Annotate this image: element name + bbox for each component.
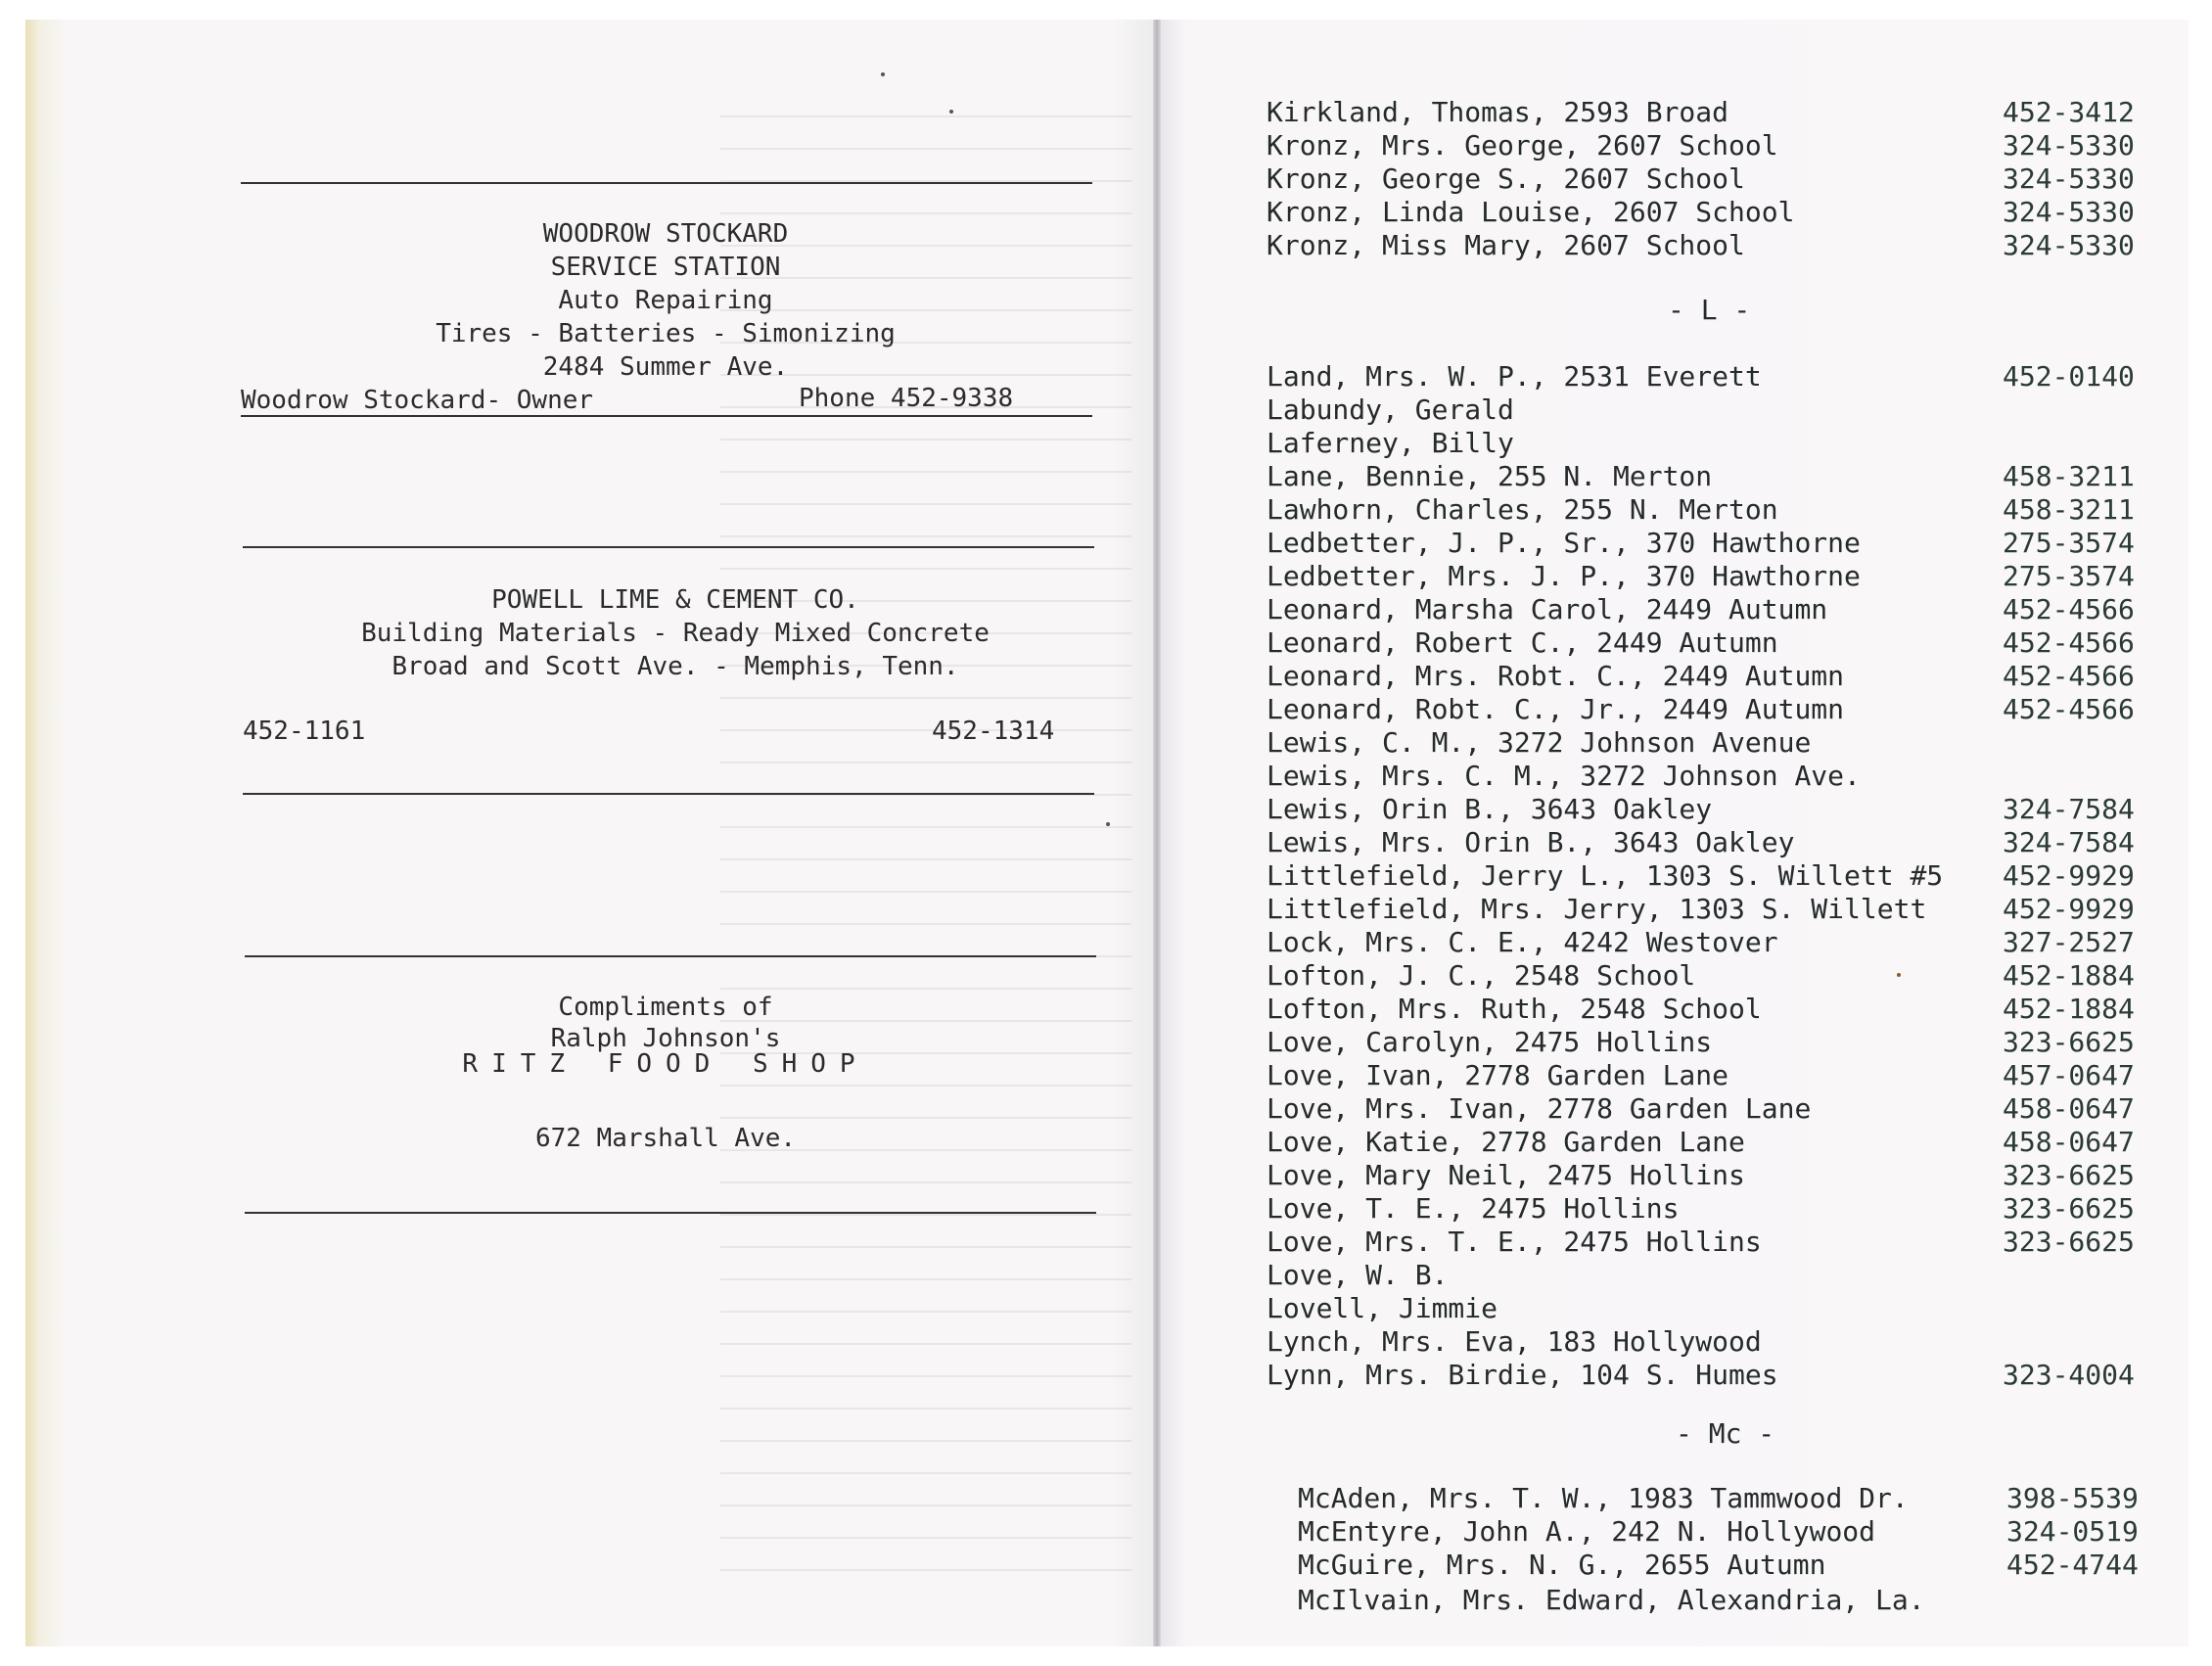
directory-entry xyxy=(1267,196,2138,229)
directory-entry xyxy=(1267,726,2138,760)
entry-name: Leonard, Mrs. Robt. C., 2449 Autumn xyxy=(1267,660,1845,692)
entry-phone: 324-5330 xyxy=(2003,162,2135,195)
directory-entry xyxy=(1267,393,2138,427)
directory-entry xyxy=(1267,1226,2138,1259)
entry-name: Kronz, Mrs. George, 2607 School xyxy=(1267,129,1778,162)
entry-name: Kirkland, Thomas, 2593 Broad xyxy=(1267,96,1729,128)
directory-entry xyxy=(1267,129,2138,162)
entry-phone: 275-3574 xyxy=(2003,560,2135,592)
entry-name: Land, Mrs. W. P., 2531 Everett xyxy=(1267,360,1762,393)
entry-phone: 452-4566 xyxy=(2003,693,2135,725)
entry-phone: 452-4566 xyxy=(2003,626,2135,659)
directory-entry xyxy=(1267,1325,2138,1359)
ad2-phone-1: 452-1161 xyxy=(243,717,366,746)
ad1-top-rule xyxy=(241,182,1092,184)
ad3-bottom-rule xyxy=(245,1212,1096,1214)
directory-entry xyxy=(1267,993,2138,1026)
entry-phone: 323-4004 xyxy=(2003,1359,2135,1391)
ad1-services-list: Tires - Batteries - Simonizing xyxy=(436,319,896,348)
entry-name: Lofton, Mrs. Ruth, 2548 School xyxy=(1267,993,1762,1025)
entry-name: Love, Ivan, 2778 Garden Lane xyxy=(1267,1059,1729,1091)
ad2-products: Building Materials - Ready Mixed Concrete xyxy=(361,619,990,648)
ad3-business-name: RITZ FOOD SHOP xyxy=(462,1049,869,1079)
directory-entry xyxy=(1267,360,2138,393)
ad2-bottom-rule xyxy=(243,793,1094,795)
ad2-business-name: POWELL LIME & CEMENT CO. xyxy=(491,585,859,615)
entry-name: Lynn, Mrs. Birdie, 104 S. Humes xyxy=(1267,1359,1778,1391)
entry-name: Ledbetter, Mrs. J. P., 370 Hawthorne xyxy=(1267,560,1861,592)
entry-name: Lewis, C. M., 3272 Johnson Avenue xyxy=(1267,726,1812,759)
entry-phone: 457-0647 xyxy=(2003,1059,2135,1091)
entry-name: Kronz, Linda Louise, 2607 School xyxy=(1267,196,1795,228)
directory-entry xyxy=(1267,96,2138,129)
directory-entry xyxy=(1267,460,2138,493)
entry-phone: 452-0140 xyxy=(2003,360,2135,393)
entry-name: Laferney, Billy xyxy=(1267,427,1514,459)
entry-name: Labundy, Gerald xyxy=(1267,393,1514,426)
entry-phone: 458-3211 xyxy=(2003,460,2135,492)
ad3-compliments: Compliments of xyxy=(558,993,773,1022)
entry-phone: 324-0519 xyxy=(2006,1515,2139,1548)
section-heading-mc: - Mc - xyxy=(1676,1417,1775,1450)
entry-name: Love, Katie, 2778 Garden Lane xyxy=(1267,1126,1745,1158)
directory-entry xyxy=(1267,1026,2138,1059)
entry-phone: 324-5330 xyxy=(2003,196,2135,228)
entry-name: Littlefield, Jerry L., 1303 S. Willett #5 xyxy=(1267,859,1944,892)
entry-phone: 452-9929 xyxy=(2003,859,2135,892)
entry-name: Lovell, Jimmie xyxy=(1267,1292,1498,1324)
directory-entry xyxy=(1298,1515,2169,1549)
entry-name: Littlefield, Mrs. Jerry, 1303 S. Willett xyxy=(1267,893,1927,925)
directory-entry xyxy=(1298,1482,2169,1515)
entry-name: Love, W. B. xyxy=(1267,1259,1449,1291)
book-gutter xyxy=(1153,20,1161,1646)
directory-entry xyxy=(1267,660,2138,693)
entry-name: Lofton, J. C., 2548 School xyxy=(1267,959,1696,992)
scan-speck xyxy=(881,72,885,76)
entry-name: Lynch, Mrs. Eva, 183 Hollywood xyxy=(1267,1325,1762,1358)
directory-entry xyxy=(1267,826,2138,859)
directory-entry xyxy=(1267,527,2138,560)
entry-phone: 452-4566 xyxy=(2003,660,2135,692)
entry-phone: 275-3574 xyxy=(2003,527,2135,559)
entry-phone: 323-6625 xyxy=(2003,1159,2135,1191)
directory-entry xyxy=(1267,427,2138,460)
directory-entry xyxy=(1267,626,2138,660)
directory-entry xyxy=(1267,793,2138,826)
entry-phone: 323-6625 xyxy=(2003,1226,2135,1258)
ad1-phone: Phone 452-9338 xyxy=(799,384,1014,413)
entry-name: Leonard, Robert C., 2449 Autumn xyxy=(1267,626,1778,659)
entry-name: Love, T. E., 2475 Hollins xyxy=(1267,1192,1680,1225)
entry-name: Love, Mary Neil, 2475 Hollins xyxy=(1267,1159,1745,1191)
entry-name: Lane, Bennie, 255 N. Merton xyxy=(1267,460,1713,492)
directory-entry xyxy=(1267,1259,2138,1292)
entry-phone: 324-5330 xyxy=(2003,129,2135,162)
section-heading-l: - L - xyxy=(1668,294,1751,326)
entry-phone: 452-1884 xyxy=(2003,993,2135,1025)
entry-name: Love, Carolyn, 2475 Hollins xyxy=(1267,1026,1713,1058)
ad1-business-name: WOODROW STOCKARD xyxy=(542,219,789,249)
entry-phone: 323-6625 xyxy=(2003,1026,2135,1058)
entry-name: Leonard, Robt. C., Jr., 2449 Autumn xyxy=(1267,693,1845,725)
entry-name: Love, Mrs. Ivan, 2778 Garden Lane xyxy=(1267,1092,1812,1125)
directory-entry xyxy=(1267,1126,2138,1159)
entry-name: Lock, Mrs. C. E., 4242 Westover xyxy=(1267,926,1778,958)
entry-phone: 324-5330 xyxy=(2003,229,2135,261)
directory-entry xyxy=(1267,926,2138,959)
directory-entry xyxy=(1267,693,2138,726)
directory-entry xyxy=(1267,560,2138,593)
entry-phone: 458-3211 xyxy=(2003,493,2135,526)
entry-name: McEntyre, John A., 242 N. Hollywood xyxy=(1298,1515,1876,1548)
ad2-phone-2: 452-1314 xyxy=(932,717,1055,746)
directory-entry xyxy=(1267,1192,2138,1226)
ad1-service: Auto Repairing xyxy=(558,286,773,315)
directory-entry xyxy=(1267,893,2138,926)
directory-entry xyxy=(1267,1359,2138,1392)
directory-entry xyxy=(1267,1059,2138,1092)
entry-phone: 452-1884 xyxy=(2003,959,2135,992)
directory-entry xyxy=(1267,1159,2138,1192)
ad2-address: Broad and Scott Ave. - Memphis, Tenn. xyxy=(392,652,959,681)
scan-speck xyxy=(1897,973,1901,977)
entry-name: Kronz, George S., 2607 School xyxy=(1267,162,1745,195)
entry-name: McGuire, Mrs. N. G., 2655 Autumn xyxy=(1298,1549,1826,1581)
ad3-top-rule xyxy=(245,955,1096,957)
entry-phone: 452-4566 xyxy=(2003,593,2135,625)
entry-phone: 452-3412 xyxy=(2003,96,2135,128)
directory-entry xyxy=(1267,162,2138,196)
directory-entry xyxy=(1267,760,2138,793)
entry-name: McIlvain, Mrs. Edward, Alexandria, La. xyxy=(1298,1584,1925,1616)
entry-name: Lewis, Mrs. C. M., 3272 Johnson Ave. xyxy=(1267,760,1861,792)
scan-speck xyxy=(1106,822,1110,826)
entry-phone: 327-2527 xyxy=(2003,926,2135,958)
entry-name: Love, Mrs. T. E., 2475 Hollins xyxy=(1267,1226,1762,1258)
ad1-address: 2484 Summer Ave. xyxy=(542,352,789,382)
entry-name: Lewis, Mrs. Orin B., 3643 Oakley xyxy=(1267,826,1795,858)
directory-entry xyxy=(1298,1549,2169,1582)
ad3-owner: Ralph Johnson's xyxy=(550,1024,781,1053)
ad1-business-type: SERVICE STATION xyxy=(550,253,781,282)
scan-speck xyxy=(949,110,953,114)
entry-phone: 324-7584 xyxy=(2003,826,2135,858)
directory-entry xyxy=(1267,593,2138,626)
ad1-owner: Woodrow Stockard- Owner xyxy=(241,386,594,415)
entry-name: Lawhorn, Charles, 255 N. Merton xyxy=(1267,493,1778,526)
directory-entry xyxy=(1267,1092,2138,1126)
entry-phone: 452-4744 xyxy=(2006,1549,2139,1581)
entry-phone: 458-0647 xyxy=(2003,1126,2135,1158)
directory-entry xyxy=(1267,1292,2138,1325)
entry-name: McAden, Mrs. T. W., 1983 Tammwood Dr. xyxy=(1298,1482,1909,1514)
ad1-bottom-rule xyxy=(241,415,1092,417)
entry-name: Kronz, Miss Mary, 2607 School xyxy=(1267,229,1745,261)
entry-name: Lewis, Orin B., 3643 Oakley xyxy=(1267,793,1713,825)
ad2-top-rule xyxy=(243,546,1094,548)
directory-entry xyxy=(1267,229,2138,262)
entry-phone: 398-5539 xyxy=(2006,1482,2139,1514)
entry-phone: 458-0647 xyxy=(2003,1092,2135,1125)
entry-phone: 452-9929 xyxy=(2003,893,2135,925)
entry-name: Leonard, Marsha Carol, 2449 Autumn xyxy=(1267,593,1828,625)
directory-entry xyxy=(1267,493,2138,527)
ad3-address: 672 Marshall Ave. xyxy=(534,1124,797,1153)
directory-entry xyxy=(1267,859,2138,893)
directory-entry xyxy=(1267,959,2138,993)
entry-phone: 324-7584 xyxy=(2003,793,2135,825)
entry-name: Ledbetter, J. P., Sr., 370 Hawthorne xyxy=(1267,527,1861,559)
directory-entry xyxy=(1298,1584,2169,1617)
entry-phone: 323-6625 xyxy=(2003,1192,2135,1225)
